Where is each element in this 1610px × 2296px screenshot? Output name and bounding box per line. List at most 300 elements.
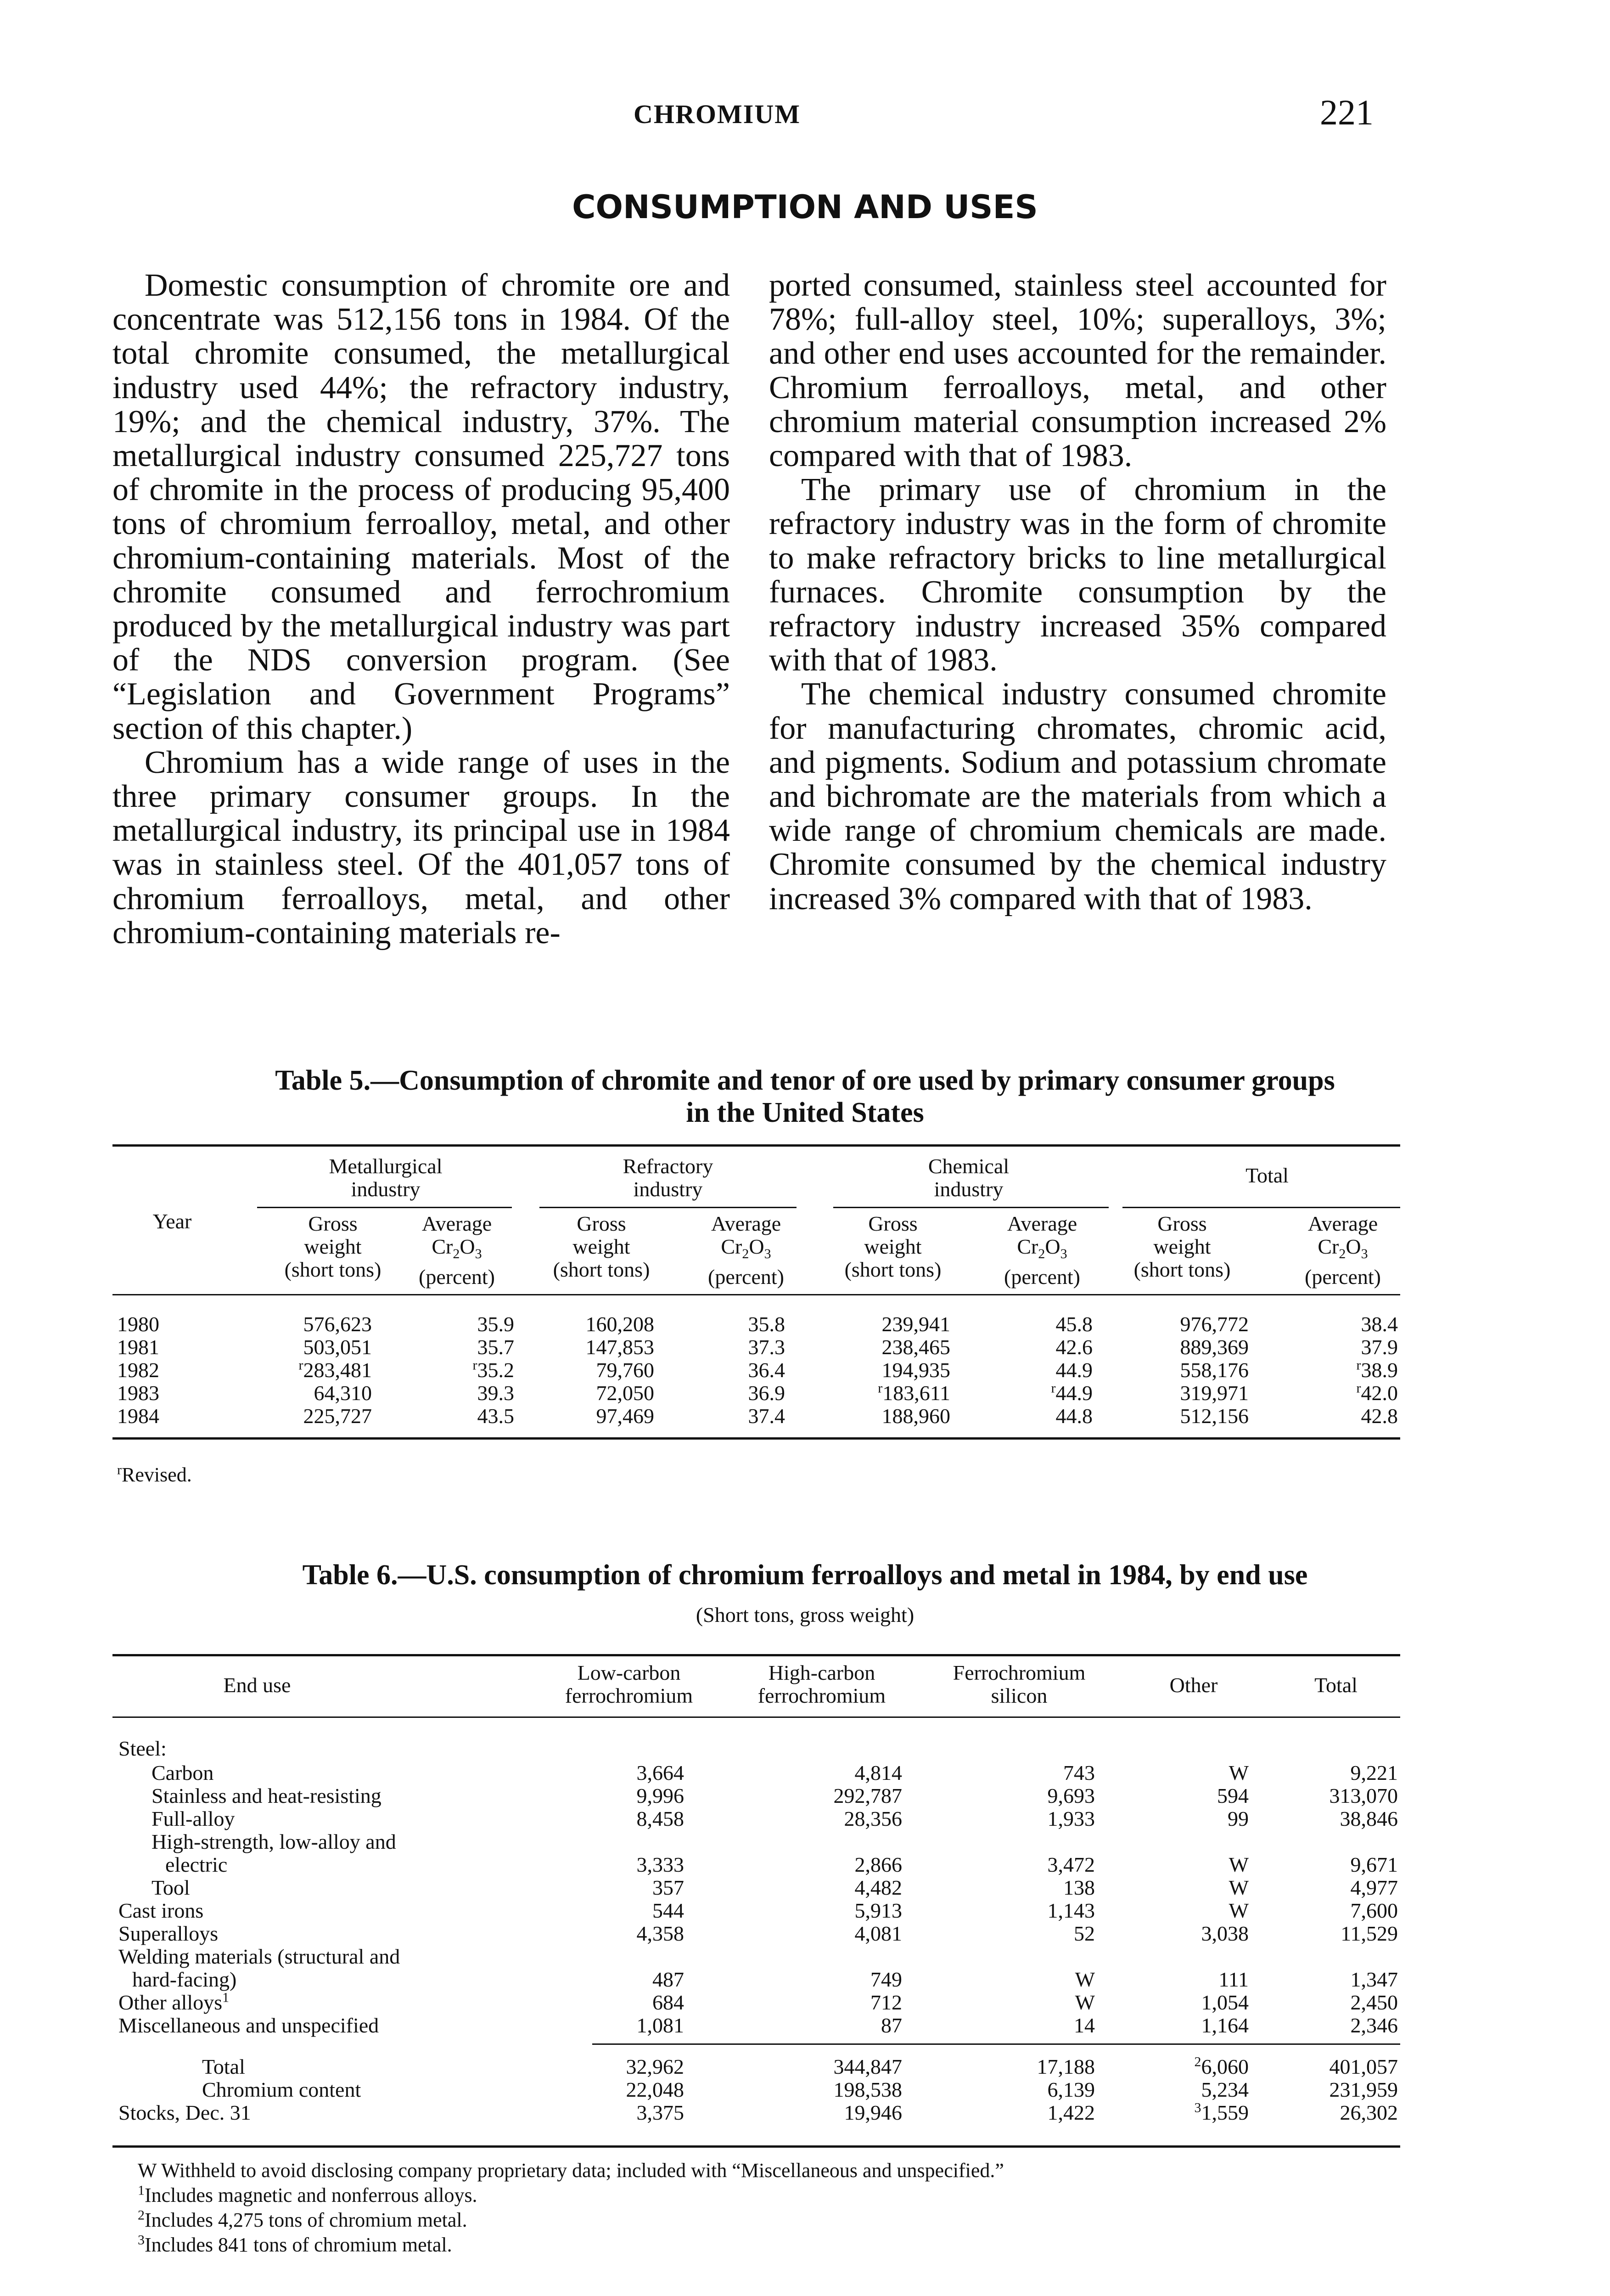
paragraph: ported consumed, stainless steel accounted for 78%; full-alloy steel, 10%; superalloys, 3%; and other end uses accounted for the remainder. Chromium ferroalloys, metal, and other chromium material consumption increased 2% compared with that of 1983. [769,268,1386,474]
table-6-cell: 3,664 [636,1761,684,1784]
table-5-cell [1056,1335,1093,1359]
row-label-text: electric [165,1853,228,1876]
table-6-cell: 2,866 [854,1853,902,1876]
table-5-year [117,1312,159,1336]
footnote-3 [138,2233,452,2257]
subheader-line: (percent) [1305,1265,1381,1289]
spanner-rule [539,1207,797,1208]
cell-value: 6,139 [1047,2078,1095,2101]
subheader-gross-weight [539,1212,663,1281]
revised-mark: r [1356,1380,1361,1396]
cell-value: 22,048 [626,2078,684,2101]
subheader-line: (short tons) [844,1258,942,1281]
table-5-cell [882,1312,951,1336]
table-rule [112,1294,1400,1295]
table-6-cell: 1,347 [1350,1968,1398,1991]
cell-value: 225,727 [303,1404,372,1428]
table-6-cell [637,2101,684,2125]
row-label-text: Other alloys [118,1991,223,2014]
table-5-cell [1361,1312,1398,1336]
row-label [118,1991,229,2015]
header-ferrochromium-silicon [923,1661,1116,1707]
table-6-cell: 38,846 [1340,1807,1398,1830]
cell-value: 38.4 [1361,1312,1398,1336]
row-label-line: High-strength, low-alloy and [151,1830,396,1853]
footnote-mark: 1 [138,2183,145,2198]
subheader-formula [404,1235,510,1266]
table-rule [112,1716,1400,1718]
table-6-cell: 9,671 [1350,1853,1398,1876]
cell-value: 42.0 [1361,1381,1398,1405]
footnote-mark: 3 [138,2232,145,2248]
table-6-cell: 712 [870,1991,902,2014]
cell-value: 72,050 [596,1381,654,1405]
cell-value: 45.8 [1055,1312,1093,1336]
subheader-line: Average [711,1212,781,1235]
row-label [151,1807,235,1831]
cell-value: 231,959 [1329,2078,1398,2101]
footnote-text: Includes 4,275 tons of chromium metal. [145,2209,467,2231]
row-label [118,2014,379,2037]
cell-value: 36.9 [748,1381,785,1405]
formula-subscript: 3 [1060,1246,1067,1262]
table-5-year [117,1404,159,1428]
sum-rule [592,2043,1400,2045]
subheader-line: (short tons) [553,1258,650,1281]
revised-mark: r [878,1380,883,1396]
cell-value: 283,481 [303,1358,372,1382]
table-6-cell: 292,787 [833,1784,902,1807]
paragraph: Chromium has a wide range of uses in the three primary consumer groups. In the metallurgical industry, its principal use in 1984 was in stainless steel. Of the 401,057 tons of chromium ferroalloys, metal, and other chromium-containing materials re- [112,744,730,951]
table-5-caption: Table 5.—Consumption of chromite and tenor of ore used by primary consumer groups [275,1065,1335,1096]
header-high-carbon [725,1661,918,1707]
cell-value: 976,772 [1180,1312,1249,1336]
cell-value: 19,946 [844,2101,902,2124]
table-5-cell [1180,1381,1249,1405]
row-label-text: Miscellaneous and unspecified [118,2014,379,2037]
section-title: CONSUMPTION AND USES [572,188,1038,226]
table-5-cell [303,1312,372,1336]
revised-mark: r [1356,1357,1361,1373]
formula-subscript: 3 [475,1246,482,1262]
table-6-cell [834,2078,903,2102]
table-5-year [117,1358,159,1382]
year-value: 1980 [117,1312,159,1336]
cell-value: 319,971 [1180,1381,1249,1405]
table-6-cell [1340,2101,1398,2125]
subheader-gross-weight [271,1212,395,1281]
table-6-cell: 1,054 [1201,1991,1249,2014]
year-value: 1981 [117,1335,159,1359]
subheader-formula [693,1235,799,1266]
footnote-mark: r [117,1462,122,1478]
running-header-title: CHROMIUM [634,99,801,129]
table-6-cell: W [1075,1991,1095,2014]
spanner-rule [833,1207,1109,1208]
row-label-text: Carbon [151,1761,214,1784]
row-label-text: hard-facing) [132,1968,237,1991]
steel-group-label: Steel: [118,1737,167,1760]
table-5-cell [1056,1358,1093,1382]
table-5-cell [1180,1358,1249,1382]
table-6-cell: W [1229,1853,1249,1876]
table-6-cell: 9,996 [636,1784,684,1807]
cell-value: 37.3 [748,1335,785,1359]
table-5-caption-line2: in the United States [686,1097,924,1128]
formula-part: O [749,1235,764,1258]
footnote-ref: 2 [1194,2054,1201,2070]
cell-value: 183,611 [882,1381,950,1405]
left-column [112,269,730,950]
cell-value: 64,310 [314,1381,372,1405]
row-label [165,1853,227,1877]
footnote-w [138,2158,1004,2183]
footnote-text: Includes 841 tons of chromium metal. [145,2234,452,2256]
cell-value: 35.9 [477,1312,514,1336]
table-6-cell: 2,346 [1350,2014,1398,2037]
table-5-cell [596,1381,655,1405]
cell-value: 42.8 [1361,1404,1398,1428]
table-6-cell: 684 [652,1991,684,2014]
table-6-cell: 1,143 [1047,1899,1095,1922]
footnote-text: Revised. [122,1463,192,1486]
table-5-cell [748,1335,785,1359]
subheader-formula [989,1235,1095,1266]
table-6-cell: 138 [1063,1876,1095,1899]
spanner-rule [1122,1207,1400,1208]
paragraph: Domestic consumption of chromite ore and concentrate was 512,156 tons in 1984. Of the total chromite consumed, the metallurgical industry used 44%; the refractory industry, 19%; and the chemical industry, 37%. The metallurgical industry consumed 225,727 tons of chromite in the process of producing 95,400 tons of chromium ferroalloy, metal, and other chromium-containing materials. Most of the chromite consumed and ferrochromium produced by the metallurgical industry was part of the NDS conversion program. (See “Legislation and Government Programs” section of this chapter.) [112,268,730,746]
row-label-line: Welding materials (structural and [118,1945,400,1968]
cell-value: 44.8 [1055,1404,1093,1428]
row-label-text: Full-alloy [151,1807,235,1830]
revised-mark: r [1051,1380,1056,1396]
table-6-cell: 111 [1218,1968,1249,1991]
header-line: Chemical [928,1154,1010,1178]
row-label: Total [202,2055,245,2078]
table-5-cell [882,1404,951,1428]
row-label: Stocks, Dec. 31 [118,2101,251,2124]
formula-part: Cr [432,1235,453,1258]
table-5-cell [477,1335,515,1359]
subheader-average-cr2o3 [989,1212,1095,1289]
cell-value: 97,469 [596,1404,654,1428]
table-5-year [117,1335,159,1359]
table-5-cell [1361,1335,1398,1359]
table-6-cell: W [1229,1761,1249,1784]
table-5-cell [586,1312,655,1336]
table-6-cell [626,2055,684,2079]
table-5-cell [477,1404,515,1428]
cell-value: 37.4 [748,1404,785,1428]
cell-value: 35.2 [477,1358,514,1382]
table-5-cell [1180,1404,1249,1428]
cell-value: 6,060 [1201,2055,1249,2078]
table-6-cell: 749 [870,1968,902,1991]
row-label-text: Superalloys [118,1922,219,1945]
table-5-cell [303,1404,372,1428]
cell-value: 43.5 [477,1404,514,1428]
row-label: Chromium content [202,2078,361,2101]
header-line: industry [934,1177,1004,1201]
table-6-cell: 594 [1217,1784,1249,1807]
subheader-formula [1290,1235,1396,1266]
table-6-cell [844,2101,903,2125]
table-5-cell [314,1381,372,1405]
table-5-cell [473,1358,515,1382]
header-total: Total [1245,1164,1289,1187]
cell-value: 44.9 [1055,1381,1093,1405]
header-line: High-carbon [768,1661,875,1684]
table-6-cell: 5,913 [854,1899,902,1922]
header-refractory [539,1155,797,1201]
cell-value: 512,156 [1180,1404,1249,1428]
table-6-cell [1037,2055,1095,2079]
cell-value: 503,051 [303,1335,372,1359]
footnote-mark: 2 [138,2207,145,2223]
table-6-cell: 2,450 [1350,1991,1398,2014]
table-5-cell [303,1335,372,1359]
table-6-cell: W [1229,1899,1249,1922]
cell-value: 239,941 [881,1312,950,1336]
table-6-cell: 544 [652,1899,684,1922]
cell-value: 39.3 [477,1381,514,1405]
table-6-cell: 357 [652,1876,684,1899]
table-5-year [117,1381,159,1405]
subheader-average-cr2o3 [404,1212,510,1289]
footnote-text: Withheld to avoid disclosing company proprietary data; included with “Miscellaneous and unspecified.” [161,2159,1004,2182]
table-5-footnote [117,1463,192,1487]
table-6-cell: 4,482 [854,1876,902,1899]
subheader-line: weight [572,1235,630,1258]
cell-value: 17,188 [1037,2055,1095,2078]
table-rule [112,1654,1400,1656]
footnote-mark: W [138,2159,157,2182]
subheader-line: weight [864,1235,922,1258]
subheader-gross-weight [831,1212,955,1281]
footnote-2 [138,2208,467,2233]
cell-value: 1,559 [1201,2101,1249,2124]
table-6-cell [834,2055,903,2079]
cell-value: 188,960 [881,1404,950,1428]
table-5-cell [1180,1335,1249,1359]
table-6-cell [1195,2101,1249,2125]
cell-value: 26,302 [1340,2101,1398,2124]
table-6-cell: 1,933 [1047,1807,1095,1830]
header-total: Total [1314,1673,1358,1697]
table-5-cell [878,1381,950,1405]
formula-part: O [1045,1235,1060,1258]
header-line: ferrochromium [565,1684,693,1707]
header-line: industry [351,1177,421,1201]
subheader-line: Average [1307,1212,1378,1235]
table-6-cell [1048,2101,1095,2125]
formula-part: Cr [1318,1235,1339,1258]
table-6-cell: 87 [881,2014,902,2037]
row-label [151,1784,381,1808]
header-line: silicon [991,1684,1048,1707]
subheader-line: (percent) [708,1265,784,1289]
table-6-cell: 4,814 [854,1761,902,1784]
subheader-line: Gross [1157,1212,1207,1235]
table-6-cell: 9,221 [1350,1761,1398,1784]
table-6-cell: 1,164 [1201,2014,1249,2037]
table-6-cell: 8,458 [636,1807,684,1830]
table-6-cell: W [1229,1876,1249,1899]
table-6-cell: 313,070 [1329,1784,1398,1807]
formula-subscript: 2 [1339,1246,1346,1262]
formula-subscript: 2 [1038,1246,1045,1262]
table-rule [112,2145,1400,2148]
paragraph: The primary use of chromium in the refractory industry was in the form of chromite to make refractory bricks to line metallurgical furnaces. Chromite consumption by the refractory industry increased 35% compared with that of 1983. [769,472,1386,678]
table-5-cell [1051,1381,1093,1405]
row-label-text: Tool [151,1876,190,1899]
table-6-cell: W [1075,1968,1095,1991]
cell-value: 198,538 [833,2078,902,2101]
table-6-cell: 743 [1063,1761,1095,1784]
subheader-line: Average [421,1212,492,1235]
cell-value: 558,176 [1180,1358,1249,1382]
table-6-caption: Table 6.—U.S. consumption of chromium ferroalloys and metal in 1984, by end use [302,1559,1308,1591]
cell-value: 32,962 [626,2055,684,2078]
header-line: industry [633,1177,703,1201]
table-5-cell [299,1358,372,1382]
cell-value: 160,208 [585,1312,654,1336]
footnote-text: Includes magnetic and nonferrous alloys. [145,2184,477,2206]
footnote-ref: 1 [222,1990,230,2005]
table-6-cell: 52 [1074,1922,1095,1945]
cell-value: 401,057 [1329,2055,1398,2078]
footnote-ref: 3 [1194,2100,1201,2116]
year-value: 1983 [117,1381,159,1405]
table-5-cell [477,1381,515,1405]
cell-value: 1,422 [1047,2101,1095,2124]
table-6-cell [1048,2078,1095,2102]
header-chemical [840,1155,1097,1201]
table-5-cell [882,1358,951,1382]
table-5-cell [477,1312,515,1336]
cell-value: 576,623 [303,1312,372,1336]
right-column [769,269,1386,916]
cell-value: 35.8 [748,1312,785,1336]
table-5-cell [596,1358,655,1382]
row-label-text: Stainless and heat-resisting [151,1784,381,1807]
table-6-cell: 487 [652,1968,684,1991]
formula-subscript: 2 [453,1246,460,1262]
subheader-gross-weight [1120,1212,1244,1281]
cell-value: 344,847 [833,2055,902,2078]
formula-subscript: 3 [1361,1246,1368,1262]
table-5-cell [1056,1312,1093,1336]
subheader-line: (short tons) [284,1258,381,1281]
cell-value: 889,369 [1180,1335,1249,1359]
table-rule [112,1144,1400,1147]
header-line: Low-carbon [577,1661,681,1684]
table-5-cell [748,1404,785,1428]
table-6-cell: 7,600 [1350,1899,1398,1922]
table-6-cell: 14 [1074,2014,1095,2037]
table-6-cell [1195,2055,1249,2079]
cell-value: 44.9 [1055,1358,1093,1382]
table-5-cell [882,1335,951,1359]
table-6-cell [1330,2055,1398,2079]
cell-value: 79,760 [596,1358,654,1382]
header-other: Other [1169,1673,1218,1697]
table-6-cell: 9,693 [1047,1784,1095,1807]
page-number: 221 [1320,92,1374,132]
table-6-cell: 4,977 [1350,1876,1398,1899]
subheader-average-cr2o3 [693,1212,799,1289]
table-6-cell: 3,038 [1201,1922,1249,1945]
table-6-cell: 4,081 [854,1922,902,1945]
paragraph: The chemical industry consumed chromite for manufacturing chromates, chromic acid, and pigments. Sodium and potassium chromate and bichromate are the materials from which a wide range of chromium chemicals are made. Chromite consumed by the chemical industry increased 3% compared with that of 1983. [769,676,1386,917]
table-6-cell: 4,358 [636,1922,684,1945]
year-value: 1984 [117,1404,159,1428]
cell-value: 194,935 [881,1358,950,1382]
table-5-cell [586,1335,655,1359]
table-5-cell [1357,1358,1398,1382]
row-label [118,1899,203,1923]
table-5-cell [596,1404,655,1428]
header-metallurgical [257,1155,514,1201]
revised-mark: r [472,1357,477,1373]
row-label [132,1968,236,1992]
cell-value: 3,375 [636,2101,684,2124]
cell-value: 147,853 [585,1335,654,1359]
subheader-line: Gross [577,1212,626,1235]
table-5-cell [748,1358,785,1382]
row-label [151,1876,190,1900]
formula-part: O [460,1235,475,1258]
year-value: 1982 [117,1358,159,1382]
header-line: Refractory [623,1154,713,1178]
table-6-cell: 3,333 [636,1853,684,1876]
formula-part: O [1346,1235,1361,1258]
table-6-cell: 28,356 [844,1807,902,1830]
subheader-line: weight [304,1235,362,1258]
footnote-1 [138,2183,477,2208]
revised-mark: r [298,1357,303,1373]
table-5-cell [1056,1404,1093,1428]
subheader-line: (percent) [419,1265,495,1289]
table-5-cell [1180,1312,1249,1336]
table-6-subcaption: (Short tons, gross weight) [696,1603,914,1626]
header-year: Year [152,1210,192,1233]
table-5-cell [1357,1381,1398,1405]
cell-value: 36.4 [748,1358,785,1382]
table-5-cell [748,1381,785,1405]
formula-part: Cr [721,1235,742,1258]
row-label-text: Cast irons [118,1899,204,1922]
table-6-cell: 99 [1228,1807,1249,1830]
table-6-cell [1201,2078,1249,2102]
cell-value: 35.7 [477,1335,514,1359]
cell-value: 238,465 [881,1335,950,1359]
table-6-cell [626,2078,684,2102]
subheader-line: Average [1007,1212,1077,1235]
subheader-line: Gross [868,1212,918,1235]
cell-value: 38.9 [1361,1358,1398,1382]
table-rule [112,1437,1400,1440]
header-end-use: End use [223,1673,291,1697]
cell-value: 42.6 [1055,1335,1093,1359]
formula-subscript: 2 [742,1246,749,1262]
table-5-cell [1361,1404,1398,1428]
table-6-cell [1330,2078,1398,2102]
subheader-average-cr2o3 [1290,1212,1396,1289]
row-label [118,1922,218,1946]
row-label [151,1761,213,1785]
formula-part: Cr [1017,1235,1038,1258]
